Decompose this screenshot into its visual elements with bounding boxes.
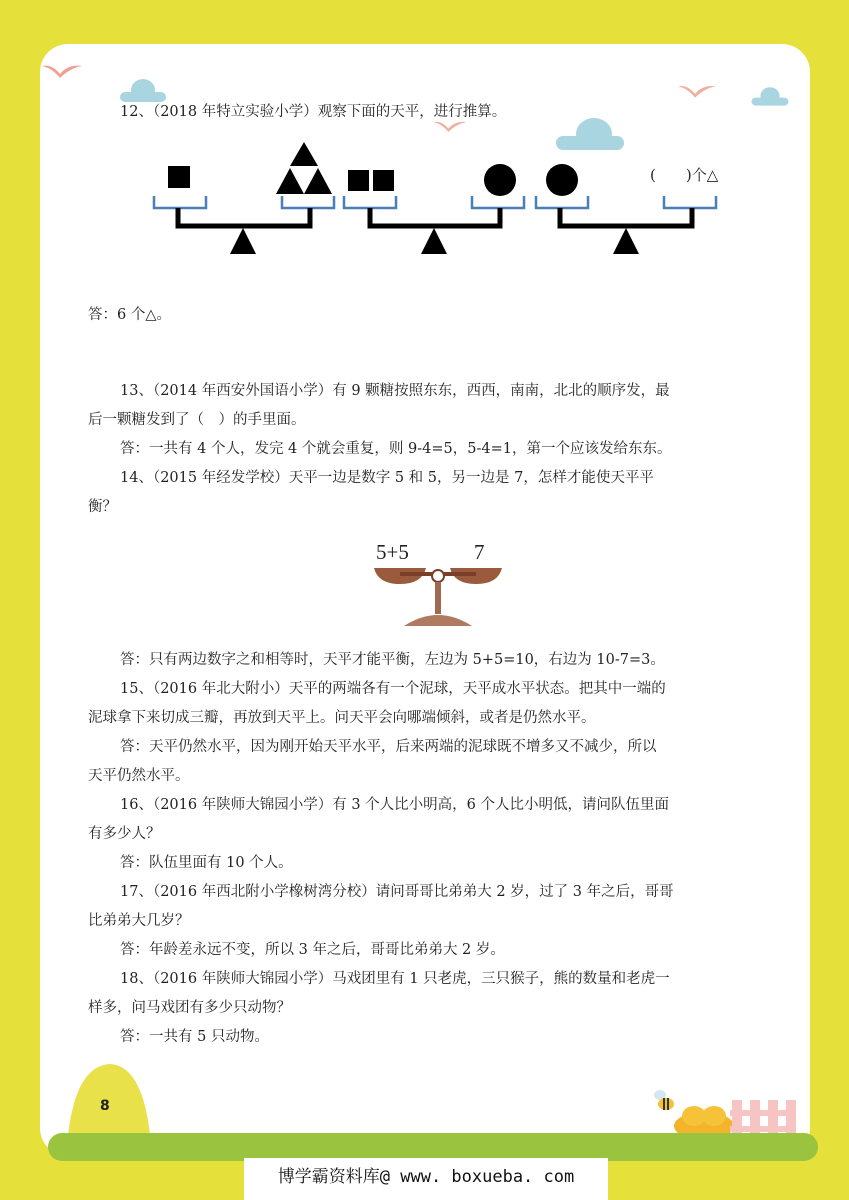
bird-icon <box>40 62 84 82</box>
triangle-shape <box>276 168 304 194</box>
q13-answer: 答：一共有 4 个人，发完 4 个就会重复，则 9-4=5，5-4=1，第一个应该发给东东。 <box>120 441 672 457</box>
footer-watermark: 博学霸资料库@ www. boxueba. com <box>244 1158 608 1200</box>
circle-shape <box>484 164 516 196</box>
q18-answer: 答：一共有 5 只动物。 <box>120 1029 269 1045</box>
q16-text-line1: 16、（2016 年陕师大锦园小学）有 3 个人比小明高，6 个人比小明低，请问队伍里面 <box>120 797 669 813</box>
q16-text-line2: 有多少人？ <box>88 826 161 842</box>
q15-answer-line2: 天平仍然水平。 <box>88 768 190 784</box>
triangle-shape <box>290 142 318 166</box>
q17-answer: 答：年龄差永远不变，所以 3 年之后，哥哥比弟弟大 2 岁。 <box>120 942 505 958</box>
q18-text-line2: 样多，问马戏团有多少只动物？ <box>88 1000 291 1016</box>
page-number: 8 <box>100 1098 110 1114</box>
q15-text-line1: 15、（2016 年北大附小）天平的两端各有一个泥球，天平成水平状态。把其中一端的 <box>120 681 666 697</box>
q17-text-line2: 比弟弟大几岁？ <box>88 913 190 929</box>
q14-right-label: 7 <box>474 540 485 564</box>
q15-answer-line1: 答：天平仍然水平，因为刚开始天平水平，后来两端的泥球既不增多又不减少，所以 <box>120 739 657 755</box>
square-shape <box>168 166 190 188</box>
balance-diagram <box>148 138 748 260</box>
blank-answer-label: ( )个△ <box>650 166 719 184</box>
square-shape <box>348 170 369 191</box>
q12-answer: 答：6 个△。 <box>88 307 171 323</box>
circle-shape <box>546 164 578 196</box>
scale-2 <box>344 164 524 254</box>
q12-text: 12、（2018 年特立实验小学）观察下面的天平，进行推算。 <box>120 104 507 120</box>
pan-balance-image <box>370 562 506 630</box>
q16-answer: 答：队伍里面有 10 个人。 <box>120 855 293 871</box>
q13-text-line1: 13、（2014 年西安外国语小学）有 9 颗糖按照东东，西西，南南，北北的顺序发，最 <box>120 383 670 399</box>
q18-text-line1: 18、（2016 年陕师大锦园小学）马戏团里有 1 只老虎，三只猴子，熊的数量和老虎一 <box>120 971 670 987</box>
document-body <box>88 0 730 1100</box>
q14-answer: 答：只有两边数字之和相等时，天平才能平衡，左边为 5+5=10，右边为 10-7=3。 <box>120 652 665 668</box>
q13-text-line2: 后一颗糖发到了（ ）的手里面。 <box>88 412 306 428</box>
scale-1 <box>154 142 334 254</box>
q14-text-line2: 衡？ <box>88 499 117 515</box>
q15-text-line2: 泥球拿下来切成三瓣，再放到天平上。问天平会向哪端倾斜，或者是仍然水平。 <box>88 710 596 726</box>
square-shape <box>373 170 394 191</box>
cloud-icon <box>750 84 790 108</box>
ground-bar <box>48 1133 818 1161</box>
q14-left-label: 5+5 <box>376 540 409 564</box>
q14-text-line1: 14、（2015 年经发学校）天平一边是数字 5 和 5，另一边是 7，怎样才能使天平平 <box>120 470 654 486</box>
triangle-shape <box>304 168 332 194</box>
q17-text-line1: 17、（2016 年西北附小学橡树湾分校）请问哥哥比弟弟大 2 岁，过了 3 年之后，哥哥 <box>120 884 674 900</box>
